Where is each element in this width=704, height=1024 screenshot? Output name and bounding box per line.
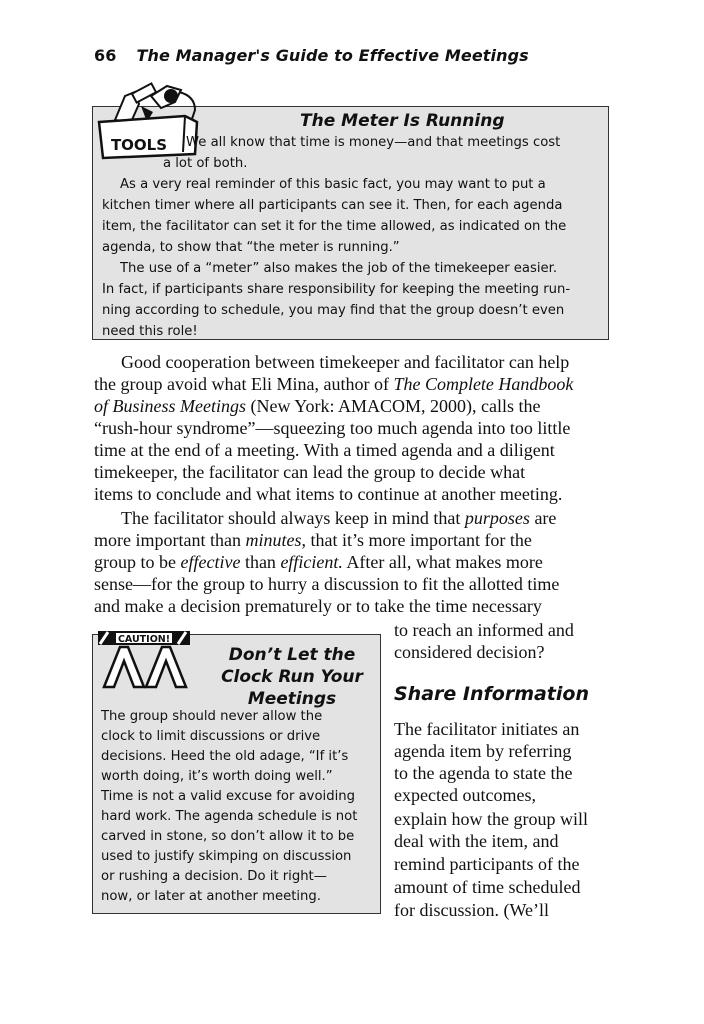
body-line: Good cooperation between timekeeper and facilitator can help — [121, 352, 570, 372]
tools-text-line: The use of a “meter” also makes the job of the timekeeper easier. — [120, 261, 558, 276]
body-line: “rush-hour syndrome”—squeezing too much agenda into too little — [94, 418, 571, 438]
body-line: explain how the group will — [394, 809, 588, 829]
body-line: deal with the item, and — [394, 831, 559, 851]
body-line: The facilitator should always keep in mind that purposes are — [121, 508, 557, 528]
caution-text-line: or rushing a decision. Do it right— — [101, 869, 327, 884]
caution-text-line: used to justify skimping on discussion — [101, 849, 352, 864]
body-line: time at the end of a meeting. With a timed agenda and a diligent — [94, 440, 555, 460]
body-line: The facilitator initiates an — [394, 719, 580, 739]
body-line: remind participants of the — [394, 854, 580, 874]
tools-text-line: ning according to schedule, you may find that the group doesn’t even — [102, 303, 565, 318]
tools-text-line: kitchen timer where all participants can see it. Then, for each agenda — [102, 198, 563, 213]
tools-text-line: In fact, if participants share responsibility for keeping the meeting run- — [102, 282, 571, 297]
toolbox-label: TOOLS — [110, 136, 168, 154]
book-title: The Manager's Guide to Effective Meetings — [136, 46, 529, 65]
section-heading: Share Information — [394, 683, 589, 705]
tools-text-line: a lot of both. — [163, 156, 248, 171]
book-title-italic: The Complete Handbook — [393, 374, 574, 394]
page-number: 66 — [94, 46, 117, 65]
caution-text-line: Time is not a valid excuse for avoiding — [101, 789, 355, 804]
caution-title-line: Clock Run Your — [221, 667, 363, 687]
caution-text-line: worth doing, it’s worth doing well.” — [101, 769, 333, 784]
body-line: expected outcomes, — [394, 785, 536, 805]
book-title-italic: of Business Meetings — [94, 396, 246, 416]
tools-text-line: As a very real reminder of this basic fact, you may want to put a — [120, 177, 546, 192]
body-line: items to conclude and what items to continue at another meeting. — [94, 484, 563, 504]
tools-title: The Meter Is Running — [300, 111, 505, 131]
caution-text-line: The group should never allow the — [101, 709, 323, 724]
tools-text-line: agenda, to show that “the meter is running.” — [102, 240, 400, 255]
caution-barrier-icon — [96, 629, 192, 689]
caution-text-line: hard work. The agenda schedule is not — [101, 809, 358, 824]
caution-text-line: clock to limit discussions or drive — [101, 729, 321, 744]
body-line: agenda item by referring — [394, 741, 572, 761]
body-line: to reach an informed and — [394, 620, 574, 640]
caution-text-line: decisions. Heed the old adage, “If it’s — [101, 749, 349, 764]
body-line: sense—for the group to hurry a discussion to fit the allotted time — [94, 574, 560, 594]
caution-text-line: carved in stone, so don’t allow it to be — [101, 829, 355, 844]
running-header — [94, 46, 529, 65]
caution-text-line: now, or later at another meeting. — [101, 889, 321, 904]
body-line: to the agenda to state the — [394, 763, 573, 783]
caution-title-line: Meetings — [247, 689, 337, 709]
body-line: timekeeper, the facilitator can lead the group to decide what — [94, 462, 526, 482]
caution-label: CAUTION! — [117, 634, 171, 645]
body-line: for discussion. (We’ll — [394, 900, 550, 920]
body-line: more important than minutes, that it’s more important for the — [94, 530, 532, 550]
body-line: group to be effective than efficient. After all, what makes more — [94, 552, 543, 572]
tools-text-line: need this role! — [102, 324, 198, 339]
body-line: of Business Meetings (New York: AMACOM, 2000), calls the — [94, 396, 541, 416]
tools-text-line: item, the facilitator can set it for the time allowed, as indicated on the — [102, 219, 567, 234]
body-line: amount of time scheduled — [394, 877, 581, 897]
body-line: the group avoid what Eli Mina, author of The Complete Handbook — [94, 374, 574, 394]
tools-text-line: We all know that time is money—and that meetings cost — [186, 135, 561, 150]
body-line: and make a decision prematurely or to take the time necessary — [94, 596, 542, 616]
caution-title-line: Don’t Let the — [228, 645, 356, 665]
body-line: considered decision? — [394, 642, 545, 662]
